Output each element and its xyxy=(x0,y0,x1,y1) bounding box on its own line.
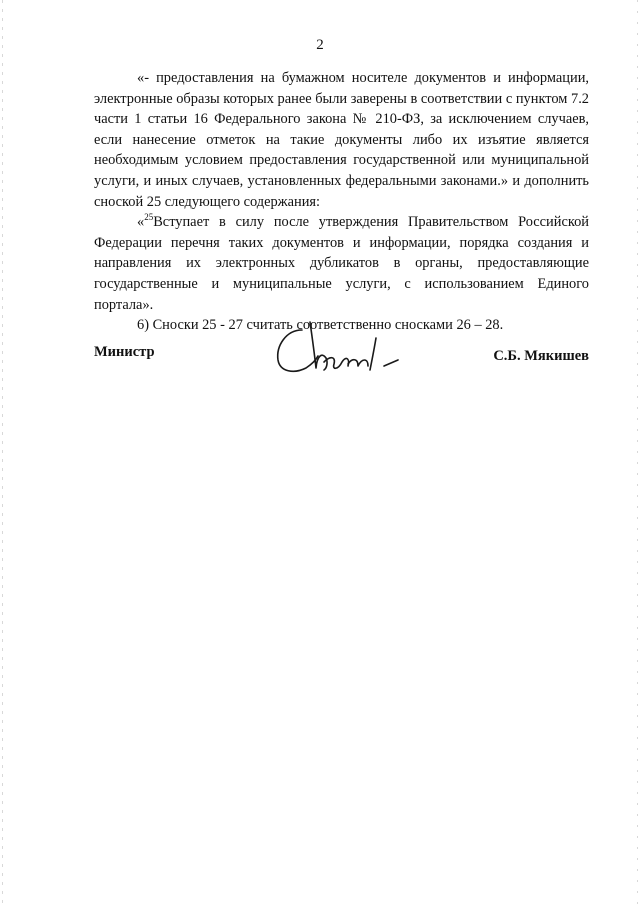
quote-open: « xyxy=(137,214,145,231)
scan-edge-left xyxy=(2,0,3,905)
paragraph-renumber-footnotes: 6) Сноски 25 - 27 считать соответственно сносками 26 – 28. xyxy=(137,317,504,334)
paragraph-footnote-25 xyxy=(94,212,589,315)
footnote-mark: 25 xyxy=(144,212,154,223)
signatory-name: С.Б. Мякишев xyxy=(493,348,589,364)
document-body xyxy=(94,68,589,336)
signatory-title: Министр xyxy=(94,344,155,360)
paragraph-amendment: «- предоставления на бумажном носителе документов и информации, электронные образы которых ранее были заверены в соответствии с пунктом 7.2 части 1 статьи 16 Федерального закона № 210-ФЗ, за исключением случаев, если нанесение отметок на такие документы либо их изъятие является необходимым условием предоставления государственной или муниципальной услуги, и иных случаев, установленных федеральными законами.» и дополнить сноской 25 следующего содержания: xyxy=(94,70,589,210)
scan-edge-right xyxy=(637,0,638,905)
page-number: 2 xyxy=(316,37,324,53)
handwritten-signature xyxy=(272,316,412,380)
footnote-text: Вступает в силу после утверждения Правительством Российской Федерации перечня таких документов и информации, порядка создания и направления их электронных дубликатов в органы, предоставляющие государственные и муниципальные услуги, с использованием Единого портала». xyxy=(94,214,589,313)
